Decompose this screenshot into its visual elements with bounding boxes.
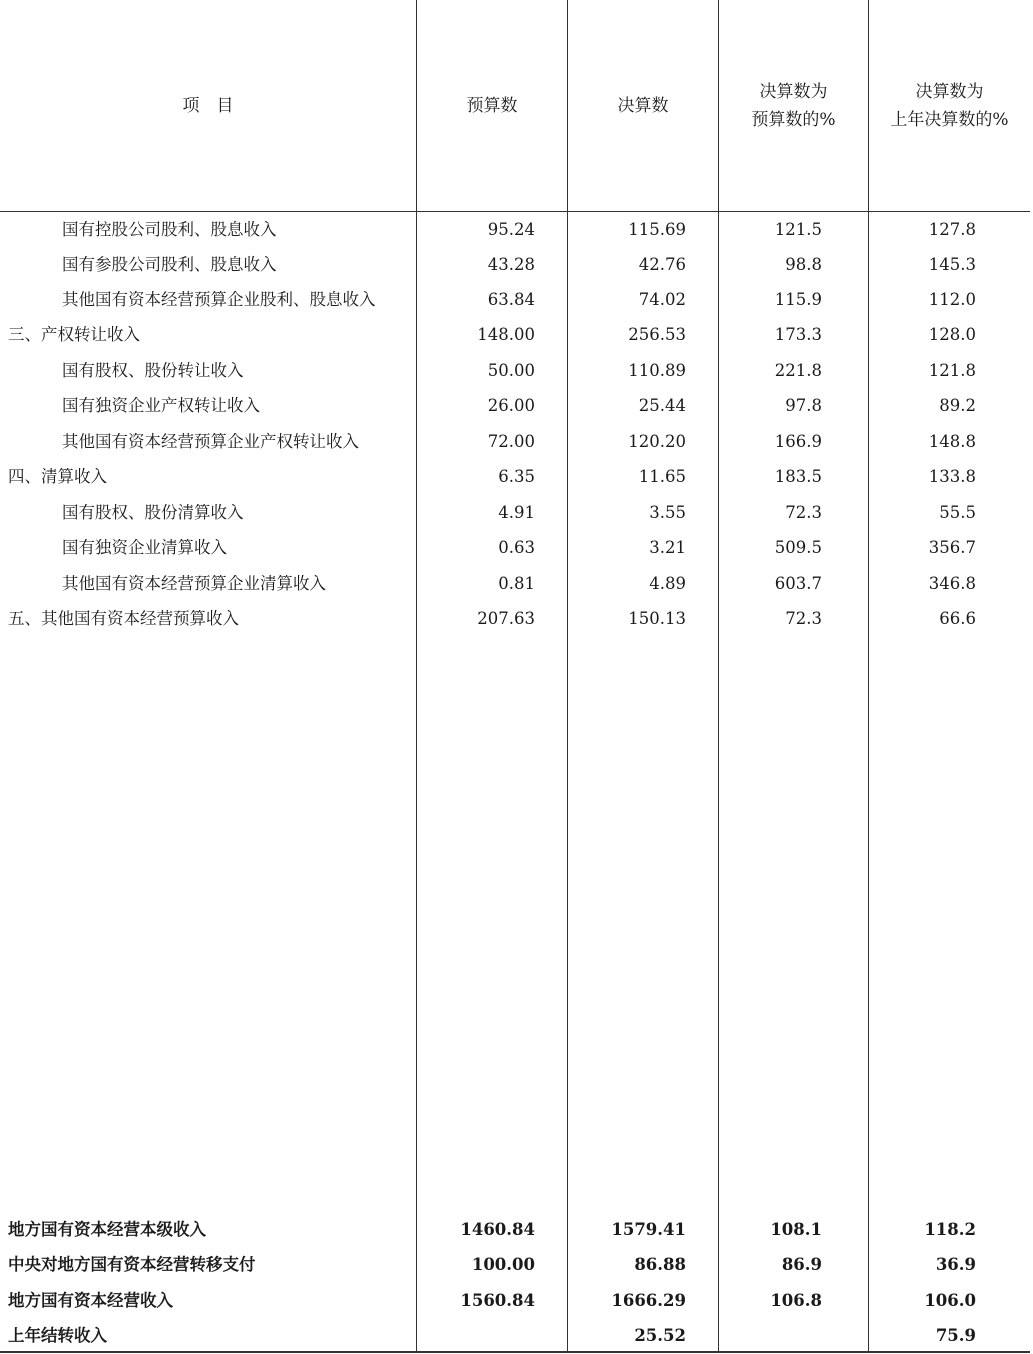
header-pct-prev: [869, 0, 1030, 211]
row-budget: 0.63: [498, 538, 535, 557]
row-final: 11.65: [638, 467, 686, 486]
table-row: [0, 353, 1030, 388]
row-pct-budget: 98.8: [785, 255, 822, 274]
row-pct-budget: 166.9: [774, 432, 822, 451]
row-budget: 72.00: [487, 432, 535, 451]
row-pct-prev: 112.0: [928, 290, 976, 309]
row-pct-budget: 173.3: [774, 325, 822, 344]
row-item: 其他国有资本经营预算企业产权转让收入: [62, 432, 359, 451]
row-pct-prev: 148.8: [928, 432, 976, 451]
row-final: 3.21: [649, 538, 686, 557]
row-final: 256.53: [628, 325, 686, 344]
table-row: [0, 495, 1030, 530]
total-final: 1579.41: [611, 1220, 686, 1239]
header-pct-budget-line2: 预算数的%: [751, 109, 836, 130]
row-pct-budget: 97.8: [785, 396, 822, 415]
header-budget: [417, 0, 567, 211]
row-item: 国有控股公司股利、股息收入: [62, 220, 277, 239]
header-item-label: 项 目: [182, 95, 234, 116]
header-pct-budget-line1: 决算数为: [759, 81, 828, 102]
row-pct-prev: 145.3: [928, 255, 976, 274]
row-final: 42.76: [638, 255, 686, 274]
row-pct-prev: 356.7: [928, 538, 976, 557]
row-final: 74.02: [638, 290, 686, 309]
total-pct-budget: 108.1: [770, 1220, 822, 1239]
row-budget: 50.00: [487, 361, 535, 380]
row-budget: 6.35: [498, 467, 535, 486]
table-row: [0, 601, 1030, 636]
total-pct-prev: 106.0: [924, 1291, 976, 1310]
total-final: 25.52: [634, 1326, 686, 1345]
row-budget: 207.63: [477, 609, 535, 628]
row-final: 4.89: [649, 574, 686, 593]
total-budget: 100.00: [471, 1255, 535, 1274]
row-budget: 0.81: [498, 574, 535, 593]
total-budget: 1560.84: [460, 1291, 535, 1310]
table-row: [0, 566, 1030, 601]
total-pct-budget: 86.9: [781, 1255, 822, 1274]
table-row: [0, 247, 1030, 282]
row-pct-budget: 72.3: [785, 503, 822, 522]
row-budget: 95.24: [487, 220, 535, 239]
row-final: 25.44: [638, 396, 686, 415]
row-pct-budget: 221.8: [774, 361, 822, 380]
total-pct-budget: 106.8: [770, 1291, 822, 1310]
row-item: 国有独资企业产权转让收入: [62, 396, 260, 415]
total-budget: 1460.84: [460, 1220, 535, 1239]
row-pct-budget: 603.7: [774, 574, 822, 593]
total-row: [0, 1247, 1030, 1282]
row-item: 国有股权、股份转让收入: [62, 361, 244, 380]
row-pct-prev: 89.2: [939, 396, 976, 415]
header-final-label: 决算数: [617, 95, 669, 116]
table-row: [0, 388, 1030, 423]
header-item: [0, 0, 416, 211]
row-pct-prev: 121.8: [928, 361, 976, 380]
header-pct-prev-line2: 上年决算数的%: [890, 109, 1009, 130]
header-pct-budget: [719, 0, 868, 211]
row-pct-prev: 133.8: [928, 467, 976, 486]
header-final: [568, 0, 718, 211]
total-row: [0, 1318, 1030, 1353]
row-budget: 26.00: [487, 396, 535, 415]
row-budget: 148.00: [477, 325, 535, 344]
row-item: 三、产权转让收入: [8, 325, 140, 344]
total-pct-prev: 118.2: [924, 1220, 976, 1239]
row-pct-prev: 127.8: [928, 220, 976, 239]
row-item: 国有参股公司股利、股息收入: [62, 255, 277, 274]
table-row: [0, 212, 1030, 247]
total-item: 地方国有资本经营收入: [8, 1291, 173, 1310]
row-item: 国有独资企业清算收入: [62, 538, 227, 557]
row-pct-budget: 72.3: [785, 609, 822, 628]
table-row: [0, 317, 1030, 352]
row-pct-budget: 115.9: [774, 290, 822, 309]
table-row: [0, 282, 1030, 317]
row-final: 120.20: [628, 432, 686, 451]
row-item: 四、清算收入: [8, 467, 107, 486]
row-final: 115.69: [628, 220, 686, 239]
row-pct-budget: 183.5: [774, 467, 822, 486]
row-pct-prev: 66.6: [939, 609, 976, 628]
row-final: 150.13: [628, 609, 686, 628]
row-pct-prev: 55.5: [939, 503, 976, 522]
row-budget: 43.28: [487, 255, 535, 274]
total-final: 1666.29: [611, 1291, 686, 1310]
total-item: 地方国有资本经营本级收入: [8, 1220, 206, 1239]
table-row: [0, 424, 1030, 459]
row-final: 110.89: [628, 361, 686, 380]
row-item: 五、其他国有资本经营预算收入: [8, 609, 239, 628]
row-pct-budget: 121.5: [774, 220, 822, 239]
row-item: 其他国有资本经营预算企业股利、股息收入: [62, 290, 376, 309]
row-item: 其他国有资本经营预算企业清算收入: [62, 574, 326, 593]
row-pct-prev: 128.0: [928, 325, 976, 344]
total-final: 86.88: [634, 1255, 686, 1274]
total-row: [0, 1283, 1030, 1318]
total-row: [0, 1212, 1030, 1247]
row-pct-prev: 346.8: [928, 574, 976, 593]
table-row: [0, 459, 1030, 494]
row-budget: 4.91: [498, 503, 535, 522]
row-final: 3.55: [649, 503, 686, 522]
row-item: 国有股权、股份清算收入: [62, 503, 244, 522]
table-row: [0, 530, 1030, 565]
total-item: 上年结转收入: [8, 1326, 107, 1345]
header-budget-label: 预算数: [466, 95, 518, 116]
total-item: 中央对地方国有资本经营转移支付: [8, 1255, 256, 1274]
row-pct-budget: 509.5: [774, 538, 822, 557]
header-pct-prev-line1: 决算数为: [915, 81, 984, 102]
row-budget: 63.84: [487, 290, 535, 309]
total-pct-prev: 75.9: [935, 1326, 976, 1345]
total-pct-prev: 36.9: [935, 1255, 976, 1274]
